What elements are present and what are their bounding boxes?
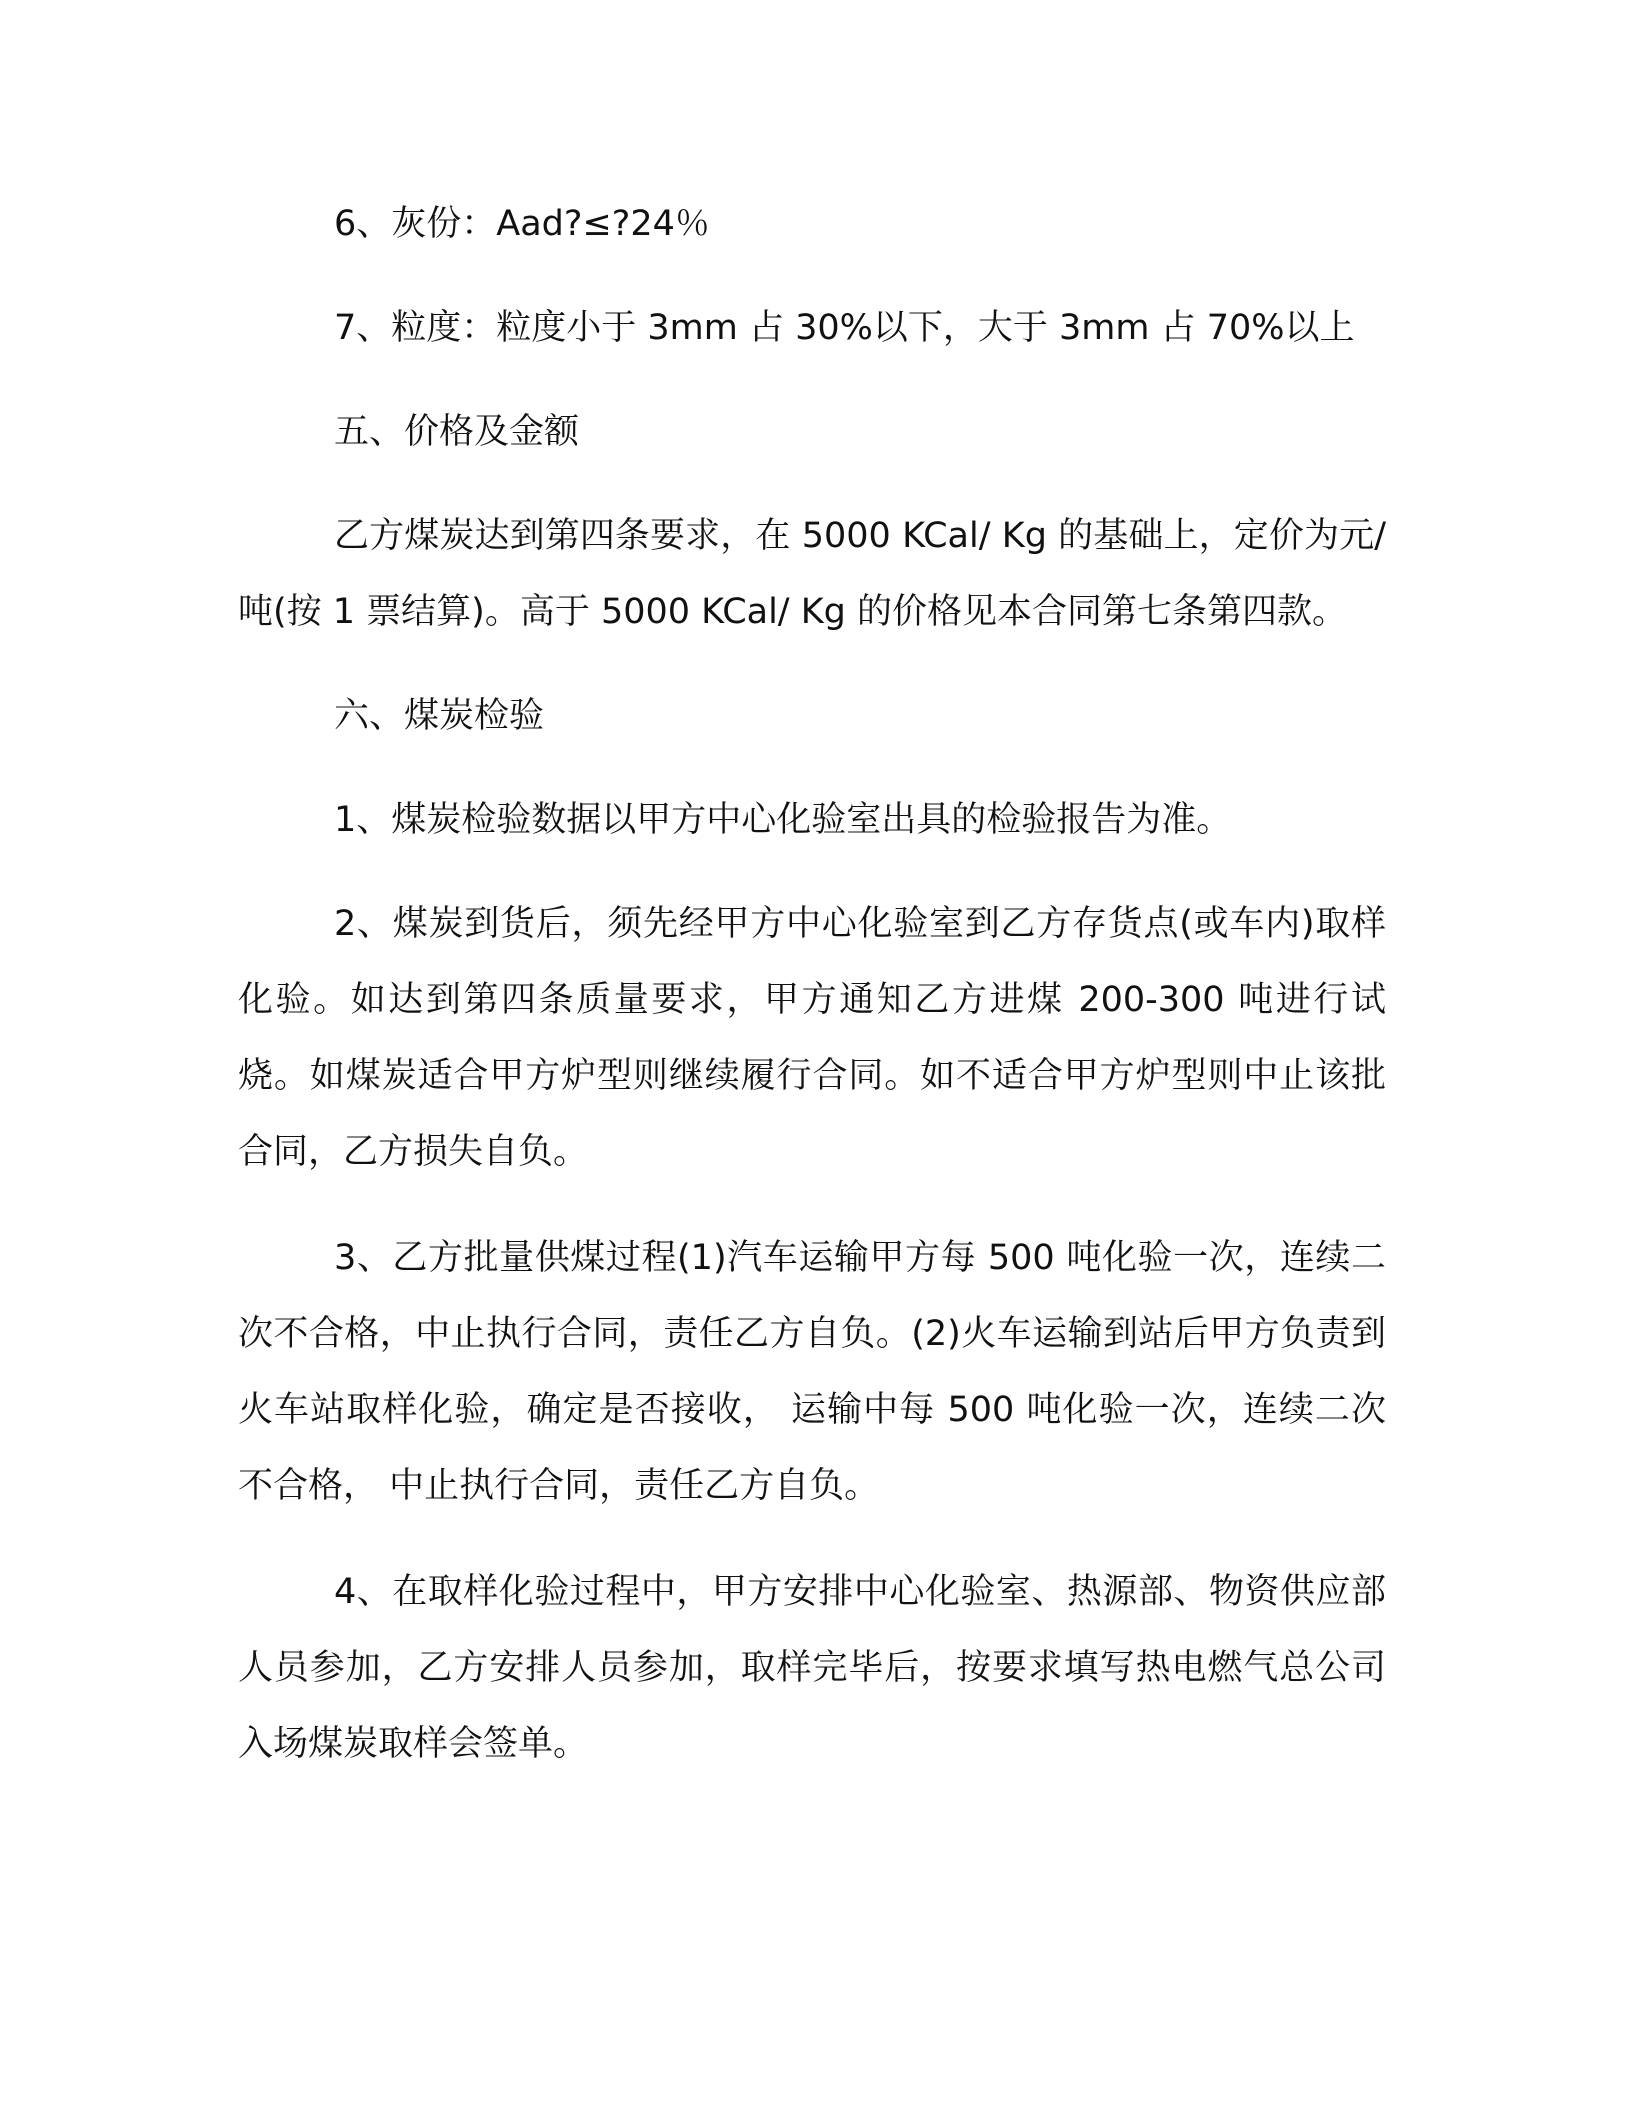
section-heading-price: 五、价格及金额 — [334, 412, 580, 452]
inspection-item-3: 3、乙方批量供煤过程(1)汽车运输甲方每 500 吨化验一次，连续二次不合格，中止执行合同，责任乙方自负。(2)火车运输到站后甲方负责到火车站取样化验，确定是否接收， 运输中每 500 吨化验一次，连续二次不合格， 中止执行合同，责任乙方自负。 — [238, 1238, 1386, 1506]
item-particle-size: 7、粒度：粒度小于 3mm 占 30%以下，大于 3mm 占 70%以上 — [334, 308, 1355, 348]
inspection-item-1: 1、煤炭检验数据以甲方中心化验室出具的检验报告为准。 — [334, 800, 1232, 840]
item-ash-content: 6、灰份：Aad?≤?24％ — [334, 204, 710, 244]
inspection-item-2: 2、煤炭到货后，须先经甲方中心化验室到乙方存货点(或车内)取样化验。如达到第四条质量要求，甲方通知乙方进煤 200-300 吨进行试烧。如煤炭适合甲方炉型则继续履行合同。如不适合甲方炉型则中止该批合同，乙方损失自负。 — [238, 904, 1386, 1172]
price-paragraph: 乙方煤炭达到第四条要求，在 5000 KCal/ Kg 的基础上，定价为元/吨(按 1 票结算)。高于 5000 KCal/ Kg 的价格见本合同第七条第四款。 — [238, 516, 1386, 632]
inspection-item-4: 4、在取样化验过程中，甲方安排中心化验室、热源部、物资供应部人员参加，乙方安排人员参加，取样完毕后，按要求填写热电燃气总公司入场煤炭取样会签单。 — [238, 1572, 1386, 1764]
section-heading-inspection: 六、煤炭检验 — [334, 696, 545, 736]
document-body — [238, 186, 1386, 1782]
